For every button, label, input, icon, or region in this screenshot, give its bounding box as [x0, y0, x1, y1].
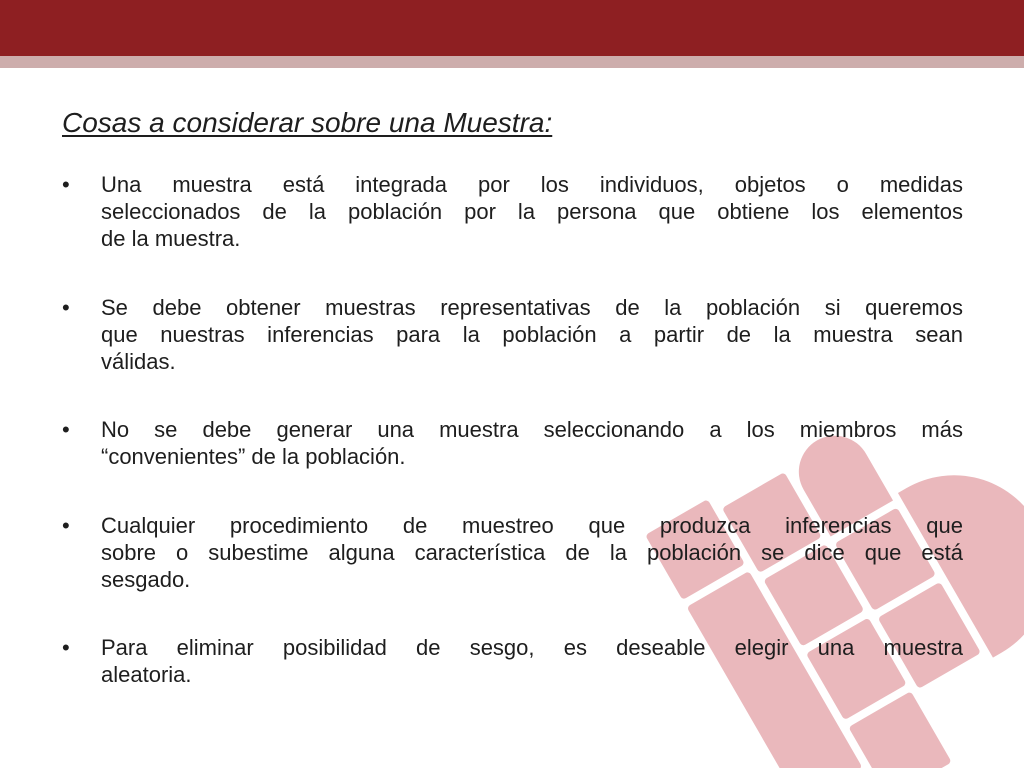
bullet-item: [62, 512, 963, 593]
bullet-line: seleccionados de la población por la persona que obtiene los elementos: [101, 199, 963, 224]
bullet-marker: •: [62, 635, 70, 660]
slide-title: Cosas a considerar sobre una Muestra:: [62, 107, 553, 138]
bullet-text: [101, 416, 963, 470]
bullet-line: “convenientes” de la población.: [101, 444, 406, 469]
bullet-marker: •: [62, 417, 70, 442]
bullet-line: que nuestras inferencias para la población a partir de la muestra sean: [101, 321, 963, 347]
bullet-line: Una muestra está integrada por los individuos, objetos o medidas: [101, 172, 963, 197]
bullet-line: de la muestra.: [101, 226, 241, 251]
bullet-line: aleatoria.: [101, 662, 192, 687]
bullet-item: [62, 294, 963, 375]
bullet-item: [62, 171, 963, 252]
bullet-line: sobre o subestime alguna característica de la población se dice que está: [101, 539, 963, 565]
bullet-item: [62, 416, 963, 470]
bullet-line: No se debe generar una muestra seleccionando a los miembros más: [101, 417, 963, 442]
bullet-marker: •: [62, 172, 70, 197]
bullet-line: Cualquier procedimiento de muestreo que produzca inferencias que: [101, 512, 963, 538]
bullet-marker: •: [62, 294, 70, 320]
bullet-item: [62, 634, 963, 688]
bullet-line: sesgado.: [101, 566, 191, 592]
bullet-marker: •: [62, 512, 70, 538]
bullet-text: [101, 171, 963, 252]
bullet-text: [101, 512, 963, 593]
bullet-line: válidas.: [101, 348, 176, 374]
bullet-line: Para eliminar posibilidad de sesgo, es deseable elegir una muestra: [101, 635, 963, 660]
bullet-text: [101, 294, 963, 375]
bullet-line: Se debe obtener muestras representativas de la población si queremos: [101, 294, 963, 320]
bullet-text: [101, 634, 963, 688]
bullet-list: [62, 171, 963, 688]
